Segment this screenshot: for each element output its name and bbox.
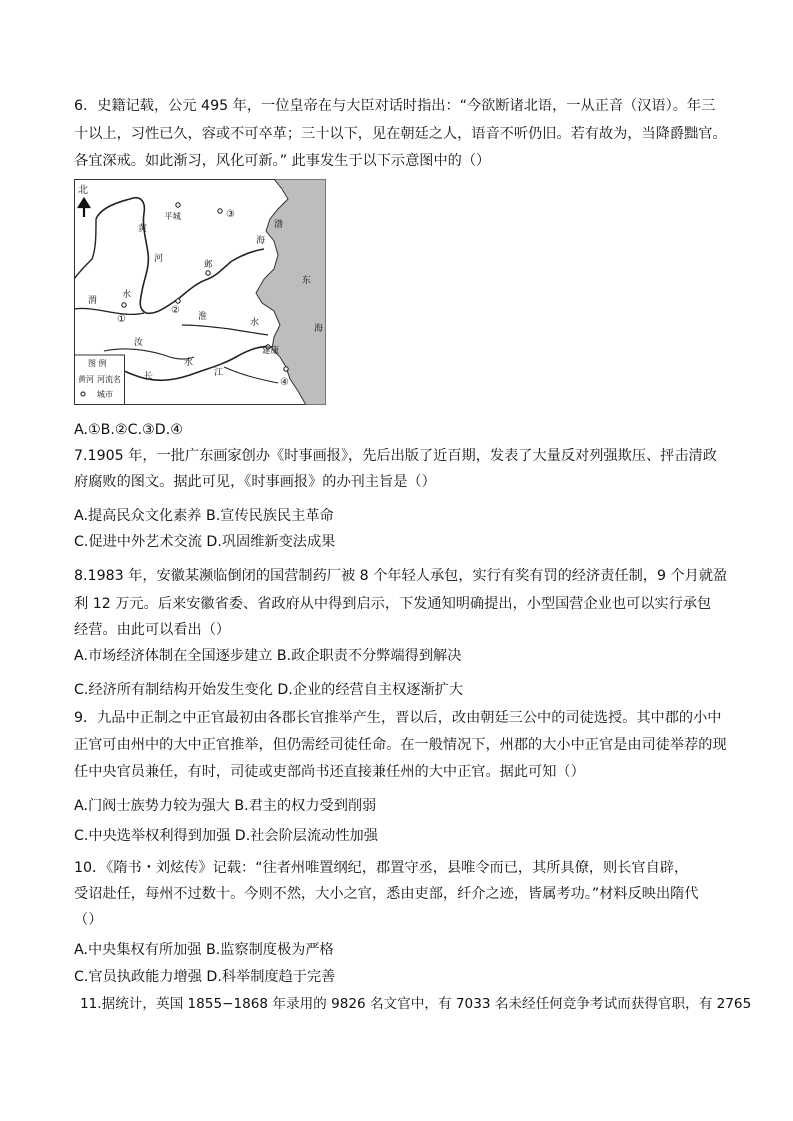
marker-1: ①	[117, 314, 126, 325]
legend-title: 图 例	[88, 359, 107, 368]
q8-options-cd: C.经济所有制结构开始发生变化 D.企业的经营自主权逐渐扩大	[74, 682, 464, 698]
q6-options: A.①B.②C.③D.④	[74, 422, 183, 438]
marker-3-dot	[218, 209, 222, 213]
marker-2-dot	[176, 299, 180, 303]
pingcheng-label: 平城	[164, 212, 182, 222]
q10-line-3: （）	[74, 912, 103, 928]
q8-line-3: 经营。由此可以看出（）	[74, 622, 231, 638]
river-name-ru: 汝	[134, 338, 144, 348]
q9-options-ab: A.门阀士族势力较为强大 B.君主的权力受到削弱	[74, 798, 377, 814]
river-name-wei: 渭	[88, 296, 98, 306]
q11-line-1: 11.据统计，英国 1855−1868 年录用的 9826 名文官中，有 7033 名未经任何竞争考试而获得官职，有 2765	[80, 996, 752, 1012]
q8-line-2: 利 12 万元。后来安徽省委、省政府从中得到启示，下发通知明确提出，小型国营企业也可以实行承包	[74, 596, 712, 612]
river-name-huang: 黄	[138, 224, 148, 234]
jiankang-label: 建康	[262, 346, 280, 356]
river-name-shui-2: 水	[250, 318, 260, 328]
q7-line-1: 7.1905 年，一批广东画家创办《时事画报》，先后出版了近百期，发表了大量反对列强欺压、抨击清政	[74, 448, 717, 464]
river-name-jiang: 江	[214, 368, 224, 378]
q8-options-ab: A.市场经济体制在全国逐步建立 B.政企职责不分弊端得到解决	[74, 648, 462, 664]
pingcheng-dot	[176, 203, 180, 207]
q6-line-1: 6．史籍记载，公元 495 年，一位皇帝在与大臣对话时指出：“今欲断诸北语，一从正音（汉语）。年三	[74, 98, 716, 114]
q10-options-ab: A.中央集权有所加强 B.监察制度极为严格	[74, 942, 334, 958]
q9-line-3: 任中央官员兼任，有时，司徒或吏部尚书还直接兼任州的大中正官。据此可知（）	[74, 764, 585, 780]
river-name-shui-1: 水	[122, 290, 132, 300]
river-name-chang: 长	[144, 372, 154, 382]
sea-name-hai-1: 海	[256, 236, 266, 246]
ye-label: 邺	[204, 260, 213, 270]
north-label: 北	[78, 185, 88, 196]
q7-line-2: 府腐败的图文。据此可见，《时事画报》的办刊主旨是（）	[74, 474, 436, 490]
river-name-huai: 淮	[198, 312, 208, 322]
q7-options-ab: A.提高民众文化素养 B.宣传民族民主革命	[74, 508, 334, 524]
legend-city-dot	[81, 392, 85, 396]
q10-line-2: 受诏赴任，每州不过数十。今则不然，大小之官，悉由吏部，纤介之迹，皆属考功。”材料反映出隋代	[74, 886, 699, 902]
river-name-shui-3: 水	[184, 358, 194, 368]
q9-line-1: 9．九品中正制之中正官最初由各郡长官推举产生，晋以后，改由朝廷三公中的司徒选授。其中郡的小中	[74, 710, 722, 726]
q10-options-cd: C.官员执政能力增强 D.科举制度趋于完善	[74, 969, 336, 985]
river-name-he: 河	[154, 254, 164, 264]
marker-1-dot	[122, 303, 126, 307]
sea-name-bo: 渤	[274, 220, 284, 230]
q7-options-cd: C.促进中外艺术交流 D.巩固维新变法成果	[74, 534, 336, 550]
marker-4-dot	[284, 367, 288, 371]
legend-city-label: 城市	[97, 390, 113, 399]
q6-line-2: 十以上，习性已久，容或不可卒革；三十以下，见在朝廷之人，语音不听仍旧。若有故为，当降爵黜官。	[74, 126, 727, 142]
sea-name-dong: 东	[302, 276, 312, 286]
q6-line-3: 各宜深戒。如此渐习，风化可新。” 此事发生于以下示意图中的（）	[74, 153, 491, 169]
marker-4: ④	[280, 377, 289, 388]
q8-line-1: 8.1983 年，安徽某濒临倒闭的国营制药厂被 8 个年轻人承包，实行有奖有罚的经济责任制，9 个月就盈	[74, 568, 728, 584]
q10-line-1: 10．《隋书・刘炫传》记载：“往者州唯置纲纪，郡置守丞，县唯令而已，其所具僚，则长官自辟，	[74, 860, 689, 876]
marker-2: ②	[171, 305, 180, 316]
q9-line-2: 正官可由州中的大中正官推举，但仍需经司徒任命。在一般情况下，州郡的大小中正官是由司徒举荐的现	[74, 737, 727, 753]
q9-options-cd: C.中央选举权利得到加强 D.社会阶层流动性加强	[74, 828, 378, 844]
map-figure	[74, 179, 326, 405]
marker-3: ③	[226, 209, 235, 220]
ye-dot	[206, 271, 210, 275]
legend-river-label: 河流名	[97, 375, 121, 384]
sea-name-hai-2: 海	[314, 324, 324, 334]
legend-river-sample: 黄河	[78, 375, 94, 384]
